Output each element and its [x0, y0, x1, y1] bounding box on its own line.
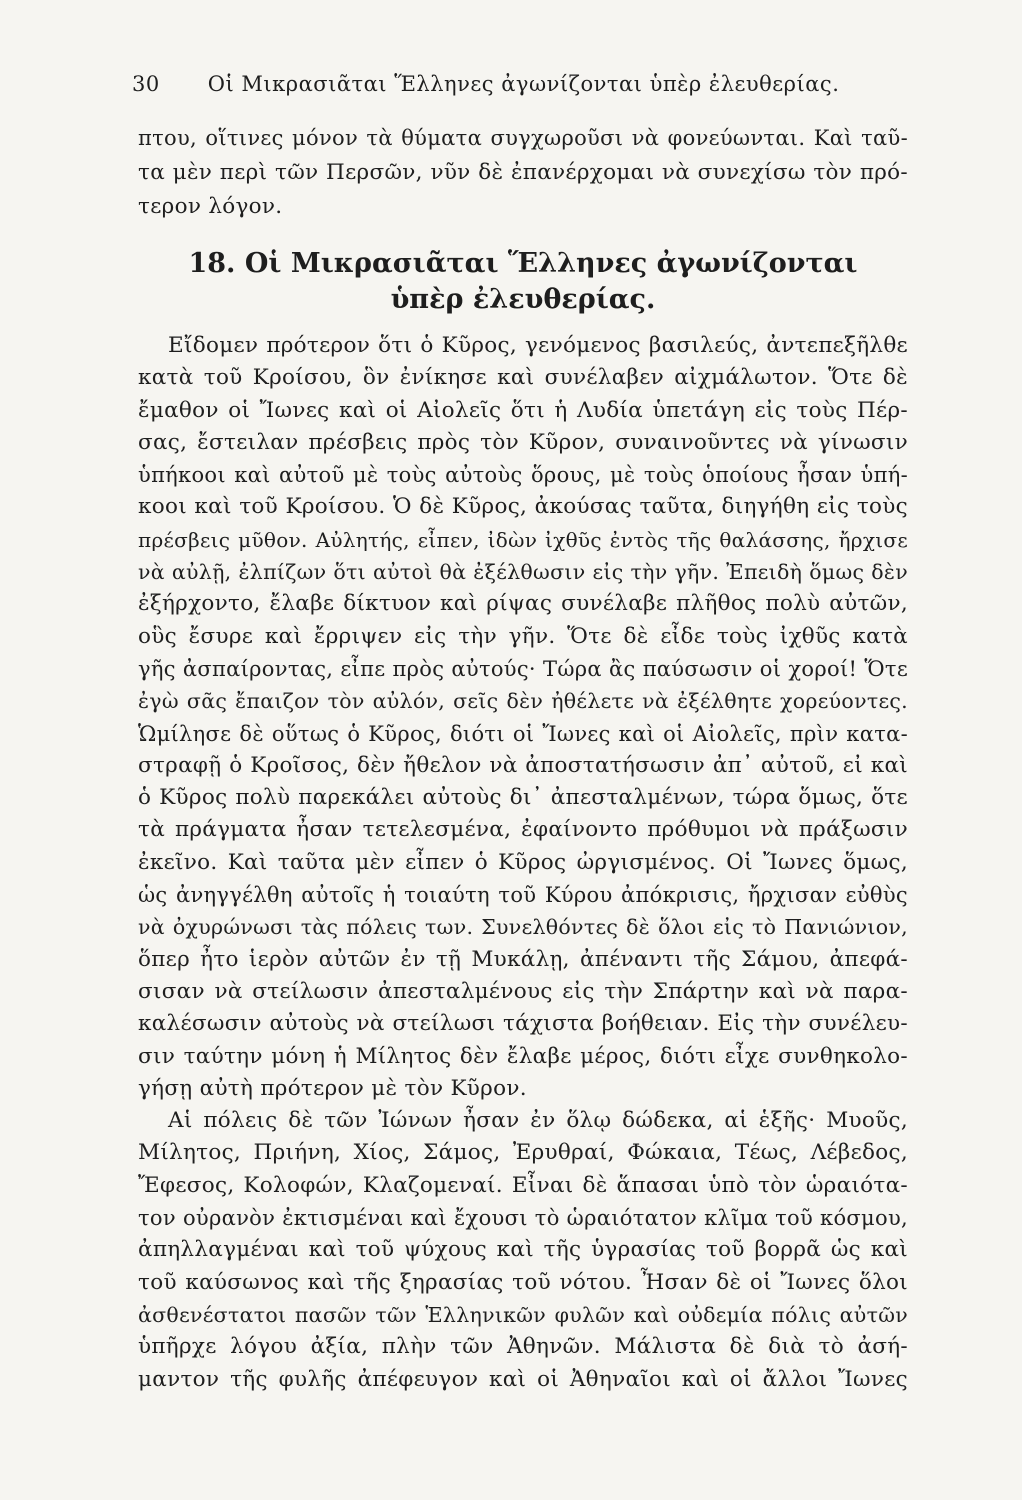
text-line: γῆς ἀσπαίροντας, εἶπε πρὸς αὐτούς· Τώρα ἂς παύσωσιν οἱ χοροί! Ὅτε: [138, 656, 908, 681]
section-title-line: ὑπὲρ ἐλευθερίας.: [390, 284, 656, 315]
text-line: Αἱ πόλεις δὲ τῶν Ἰώνων ἦσαν ἐν ὅλῳ δώδεκα, αἱ ἑξῆς· Μυοῦς,: [168, 1108, 908, 1134]
text-line: ἔμαθον οἱ Ἴωνες καὶ οἱ Αἰολεῖς ὅτι ἡ Λυδία ὑπετάγη εἰς τοὺς Πέρ-: [138, 397, 908, 423]
text-line: τον οὐρανὸν ἐκτισμέναι καὶ ἔχουσι τὸ ὡραιότατον κλῖμα τοῦ κόσμου,: [138, 1206, 908, 1231]
section-heading: [138, 246, 908, 318]
text-line: ἀπηλλαγμέναι καὶ τοῦ ψύχους καὶ τῆς ὑγρασίας τοῦ βορρᾶ ὡς καὶ: [138, 1237, 908, 1263]
text-line: καλέσωσιν αὐτοὺς νὰ στείλωσι τάχιστα βοήθειαν. Εἰς τὴν συνέλευ-: [138, 1011, 908, 1037]
text-line: τοῦ καύσωνος καὶ τῆς ξηρασίας τοῦ νότου. Ἦσαν δὲ οἱ Ἴωνες ὅλοι: [138, 1269, 908, 1295]
text-line: Εἴδομεν πρότερον ὅτι ὁ Κῦρος, γενόμενος βασιλεύς, ἀντεπεξῆλθε: [168, 333, 908, 358]
text-line: Μίλητος, Πριήνη, Χίος, Σάμος, Ἐρυθραί, Φώκαια, Τέως, Λέβεδος,: [138, 1140, 908, 1166]
text-line: τα μὲν περὶ τῶν Περσῶν, νῦν δὲ ἐπανέρχομαι νὰ συνεχίσω τὸν πρό-: [138, 159, 908, 185]
section-title-line: 18. Οἱ Μικρασιᾶται Ἕλληνες ἀγωνίζονται: [188, 248, 858, 279]
text-line: ἐγὼ σᾶς ἔπαιζον τὸν αὐλόν, σεῖς δὲν ἠθέλετε νὰ ἐξέλθητε χορεύοντες.: [138, 689, 908, 714]
text-line: ἐξήρχοντο, ἔλαβε δίκτυον καὶ ρίψας συνέλαβε πλῆθος πολὺ αὐτῶν,: [138, 591, 908, 617]
running-title: Οἱ Μικρασιᾶται Ἕλληνες ἀγωνίζονται ὑπὲρ ἐλευθερίας.: [207, 72, 840, 96]
text-line: ὑπῆρχε λόγου ἀξία, πλὴν τῶν Ἀθηνῶν. Μάλιστα δὲ διὰ τὸ ἀσή-: [138, 1334, 908, 1360]
text-line: μαντον τῆς φυλῆς ἀπέφευγον καὶ οἱ Ἀθηναῖοι καὶ οἱ ἄλλοι Ἴωνες: [138, 1366, 908, 1392]
text-line: γήσῃ αὐτὴ πρότερον μὲ τὸν Κῦρον.: [138, 1075, 527, 1101]
text-line: σισαν νὰ στείλωσιν ἀπεσταλμένους εἰς τὴν Σπάρτην καὶ νὰ παρα-: [138, 978, 908, 1004]
text-line: ἐκεῖνο. Καὶ ταῦτα μὲν εἶπεν ὁ Κῦρος ὠργισμένος. Οἱ Ἴωνες ὅμως,: [138, 849, 908, 875]
body-paragraphs: [138, 330, 908, 1396]
text-line: τὰ πράγματα ἦσαν τετελεσμένα, ἐφαίνοντο πρόθυμοι νὰ πράξωσιν: [138, 817, 908, 843]
text-line: νὰ αὐλῇ, ἐλπίζων ὅτι αὐτοὶ θὰ ἐξέλθωσιν εἰς τὴν γῆν. Ἐπειδὴ ὅμως δὲν: [138, 560, 908, 585]
text-line: σας, ἔστειλαν πρέσβεις πρὸς τὸν Κῦρον, συναινοῦντες νὰ γίνωσιν: [138, 429, 908, 455]
running-head: [132, 72, 839, 96]
intro-paragraph: [138, 122, 908, 223]
text-line: Ἔφεσος, Κολοφών, Κλαζομεναί. Εἶναι δὲ ἅπασαι ὑπὸ τὸν ὡραιότα-: [138, 1172, 908, 1198]
text-line: ἀσθενέστατοι πασῶν τῶν Ἑλληνικῶν φυλῶν καὶ οὐδεμία πόλις αὐτῶν: [138, 1302, 908, 1327]
text-line: στραφῇ ὁ Κροῖσος, δὲν ἤθελον νὰ ἀποστατήσωσιν ἀπ᾽ αὐτοῦ, εἰ καὶ: [138, 752, 908, 778]
text-line: ὡς ἀνηγγέλθη αὐτοῖς ἡ τοιαύτη τοῦ Κύρου ἀπόκρισις, ἤρχισαν εὐθὺς: [138, 883, 908, 908]
text-line: οὓς ἔσυρε καὶ ἔρριψεν εἰς τὴν γῆν. Ὅτε δὲ εἶδε τοὺς ἰχθῦς κατὰ: [138, 623, 908, 649]
text-line: ὅπερ ἦτο ἱερὸν αὐτῶν ἐν τῇ Μυκάλῃ, ἀπέναντι τῆς Σάμου, ἀπεφά-: [138, 946, 908, 972]
text-line: κατὰ τοῦ Κροίσου, ὃν ἐνίκησε καὶ συνέλαβεν αἰχμάλωτον. Ὅτε δὲ: [138, 365, 908, 391]
text-line: ὑπήκοοι καὶ αὐτοῦ μὲ τοὺς αὐτοὺς ὅρους, μὲ τοὺς ὁποίους ἦσαν ὑπή-: [138, 463, 908, 488]
text-line: Ὡμίλησε δὲ οὕτως ὁ Κῦρος, διότι οἱ Ἴωνες καὶ οἱ Αἰολεῖς, πρὶν κατα-: [138, 721, 908, 746]
text-line: πρέσβεις μῦθον. Αὐλητής, εἶπεν, ἰδὼν ἰχθῦς ἐντὸς τῆς θαλάσσης, ἤρχισε: [138, 527, 908, 552]
text-line: ὁ Κῦρος πολὺ παρεκάλει αὐτοὺς δι᾽ ἀπεσταλμένων, τώρα ὅμως, ὅτε: [138, 785, 908, 811]
text-line: σιν ταύτην μόνη ἡ Μίλητος δὲν ἔλαβε μέρος, διότι εἶχε συνθηκολο-: [138, 1043, 908, 1069]
text-line: τερον λόγον.: [138, 193, 283, 219]
text-line: πτου, οἵτινες μόνον τὰ θύματα συγχωροῦσι νὰ φονεύωνται. Καὶ ταῦ-: [138, 126, 908, 150]
text-line: νὰ ὀχυρώνωσι τὰς πόλεις των. Συνελθόντες δὲ ὅλοι εἰς τὸ Πανιώνιον,: [138, 915, 908, 940]
page-number: 30: [132, 72, 160, 96]
text-line: κοοι καὶ τοῦ Κροίσου. Ὁ δὲ Κῦρος, ἀκούσας ταῦτα, διηγήθη εἰς τοὺς: [138, 494, 908, 520]
